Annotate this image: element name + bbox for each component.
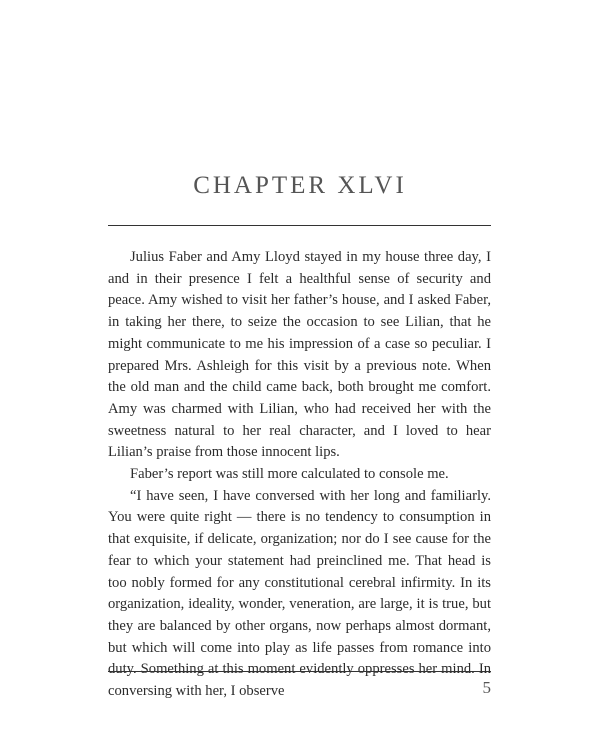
paragraph: Julius Faber and Amy Lloyd stayed in my house three day, I and in their presence I felt a healthful sense of security and peace. Amy wished to visit her father’s house, and I asked Faber, in taking her there, to seize the occasion to see Lilian, that he might communicate to me his impression of a case so peculiar. I prepared Mrs. Ashleigh for this visit by a previous note. When the old man and the child came back, both brought me comfort. Amy was charmed with Lilian, who had received her with the sweetness natural to her real character, and I loved to hear Lilian’s praise from those innocent lips. — [108, 249, 491, 461]
chapter-title: CHAPTER XLVI — [193, 172, 407, 199]
chapter-body — [108, 247, 491, 703]
bottom-divider — [108, 671, 491, 672]
paragraph: Faber’s report was still more calculated to console me. — [130, 466, 449, 483]
page-number: 5 — [482, 678, 491, 697]
paragraph: “I have seen, I have conversed with her long and familiarly. You were quite right — there is no tendency to consumption in that exquisite, if delicate, organization; nor do I see cause for the fear to which your statement had preinclined me. That head is too nobly formed for any constitutional cerebral infirmity. In its organization, ideality, wonder, veneration, are large, it is true, but they are balanced by other organs, now perhaps almost dormant, but which will come into play as life passes from romance into duty. Something at this moment evidently oppresses her mind. In conversing with her, I observe — [108, 487, 491, 700]
top-divider — [108, 225, 491, 226]
